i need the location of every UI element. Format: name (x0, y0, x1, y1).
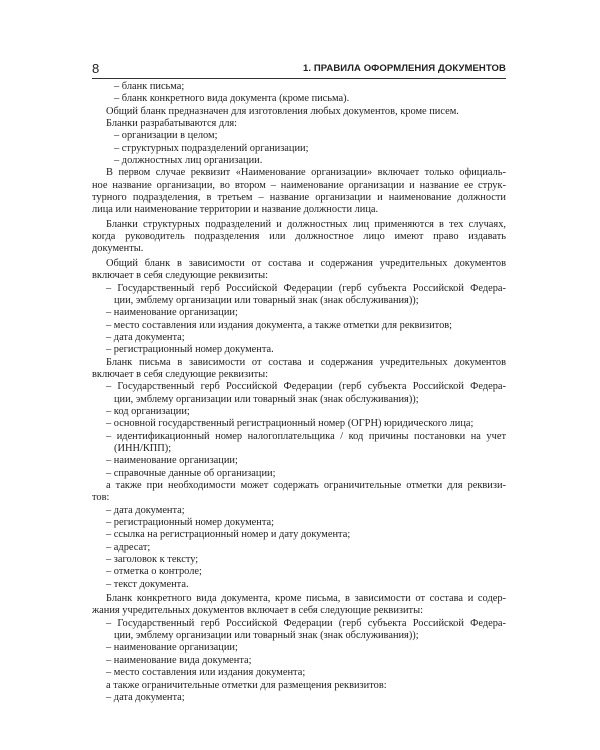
text-line: – организации в целом; (114, 130, 218, 142)
text-line: а также при необходимости может содержать ограничительные отметки для реквизи- (106, 480, 506, 491)
text-line: ции, эмблему организации или товарный знак (знак обслуживания)); (114, 393, 419, 405)
text-line: документы. (92, 243, 144, 255)
text-line: – регистрационный номер документа. (106, 344, 274, 356)
body-text (92, 81, 506, 704)
text-line: – структурных подразделений организации; (114, 142, 309, 154)
text-line: ции, эмблему организации или товарный знак (знак обслуживания)); (114, 294, 419, 306)
text-line: Общий бланк в зависимости от состава и содержания учредительных документов (106, 257, 506, 269)
text-line: – Государственный герб Российской Федерации (герб субъекта Российской Федера- (106, 282, 506, 294)
text-line: – дата документа; (106, 504, 185, 516)
text-line: ции, эмблему организации или товарный знак (знак обслуживания)); (114, 630, 419, 642)
text-line: Бланки структурных подразделений и должностных лиц применяются в тех случаях, (106, 218, 506, 230)
text-line: – наименование организации; (106, 455, 238, 467)
page-header (92, 62, 506, 79)
text-line: – должностных лиц организации. (114, 155, 263, 167)
text-line: – наименование организации; (106, 642, 238, 654)
text-line: В первом случае реквизит «Наименование организации» включает только официаль- (106, 167, 506, 179)
text-line: – место составления или издания документа; (106, 667, 306, 679)
text-line: – наименование организации; (106, 307, 238, 319)
text-line: жания учредительных документов включает в себя следующие реквизиты: (92, 605, 423, 617)
text-line: Общий бланк предназначен для изготовления любых документов, кроме писем. (106, 105, 459, 117)
text-line: лица или наименование территории и название должности лица. (92, 204, 379, 216)
text-line: а также ограничительные отметки для размещения реквизитов: (106, 679, 387, 691)
text-line: тов: (92, 492, 110, 504)
text-line: – идентификационный номер налогоплательщика / код причины постановки на учет (106, 430, 506, 442)
text-line: когда руководитель подразделения или должностное лицо имеют право издавать (92, 231, 506, 243)
text-line: – регистрационный номер документа; (106, 517, 274, 529)
text-line: (ИНН/КПП); (114, 442, 172, 454)
text-line: включает в себя следующие реквизиты: (92, 368, 269, 380)
text-line: Бланки разрабатываются для: (106, 118, 238, 130)
text-line: – код организации; (106, 405, 190, 417)
text-line: – заголовок к тексту; (106, 554, 199, 566)
text-line: – отметка о контроле; (106, 566, 202, 578)
text-line: – адресат; (106, 541, 151, 553)
text-line: – Государственный герб Российской Федерации (герб субъекта Российской Федера- (106, 381, 506, 393)
text-line: – текст документа. (106, 578, 189, 590)
text-line: – дата документа; (106, 691, 185, 703)
text-line: – наименование вида документа; (106, 654, 252, 666)
text-line: – место составления или издания документа, а также отметки для реквизитов; (106, 319, 453, 331)
text-line: ное название организации, во втором – наименование организации и название ее струк- (92, 179, 506, 191)
text-line: Бланк письма в зависимости от состава и содержания учредительных документов (106, 356, 506, 368)
text-line: – бланк конкретного вида документа (кроме письма). (114, 93, 350, 105)
text-line: – Государственный герб Российской Федерации (герб субъекта Российской Федера- (106, 617, 506, 629)
text-line: – ссылка на регистрационный номер и дату документа; (106, 529, 351, 541)
text-line: турного подразделения, в третьем – название организации и наименование должности (92, 192, 506, 204)
text-line: – основной государственный регистрационный номер (ОГРН) юридического лица; (106, 418, 474, 430)
text-line: Бланк конкретного вида документа, кроме письма, в зависимости от состава и содер- (106, 593, 506, 605)
running-title: 1. ПРАВИЛА ОФОРМЛЕНИЯ ДОКУМЕНТОВ (302, 63, 506, 74)
text-line: – бланк письма; (114, 81, 185, 92)
text-line: – дата документа; (106, 331, 185, 343)
text-line: – справочные данные об организации; (106, 467, 276, 479)
text-line: включает в себя следующие реквизиты: (92, 270, 269, 282)
page-number: 8 (92, 61, 100, 76)
